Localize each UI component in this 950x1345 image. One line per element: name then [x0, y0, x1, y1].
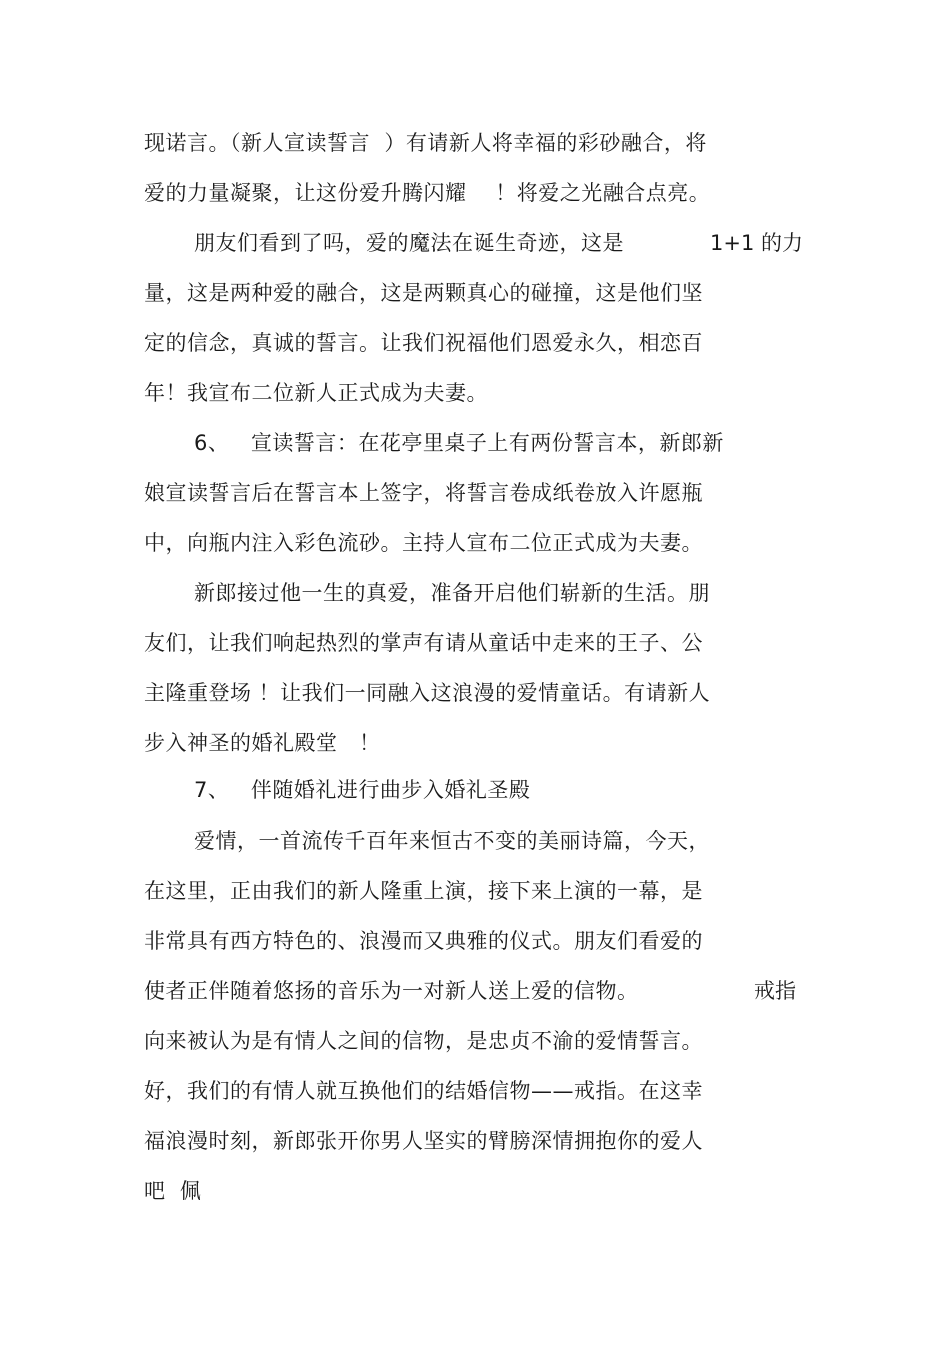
text-line-3: 朋友们看到了吗，爱的魔法在诞生奇迹，这是 [194, 231, 624, 255]
text-line-10: 新郎接过他一生的真爱，准备开启他们崭新的生活。朋 [194, 581, 710, 605]
text-line-18-tail: 戒指 [754, 979, 796, 1003]
text-line-4: 量，这是两种爱的融合，这是两颗真心的碰撞，这是他们坚 [144, 281, 703, 305]
text-line-17: 非常具有西方特色的、浪漫而又典雅的仪式。朋友们看爱的 [144, 929, 703, 953]
text-line-19: 向来被认为是有情人之间的信物，是忠贞不渝的爱情誓言。 [144, 1029, 703, 1053]
text-line-15: 爱情，一首流传千百年来恒古不变的美丽诗篇，今天， [194, 829, 710, 853]
text-line-14: 7、 伴随婚礼进行曲步入婚礼圣殿 [194, 778, 531, 802]
text-line-5: 定的信念，真诚的誓言。让我们祝福他们恩爱永久，相恋百 [144, 331, 703, 355]
text-line-1: 现诺言。（新人宣读誓言 ）有请新人将幸福的彩砂融合，将 [144, 131, 707, 155]
text-line-3-tail: 1+1 的力 [710, 231, 803, 255]
text-line-9: 中，向瓶内注入彩色流砂。主持人宣布二位正式成为夫妻。 [144, 531, 703, 555]
text-line-22: 吧 佩 [144, 1179, 202, 1203]
text-line-2: 爱的力量凝聚，让这份爱升腾闪耀 ！将爱之光融合点亮。 [144, 181, 711, 205]
text-line-21: 福浪漫时刻，新郎张开你男人坚实的臂膀深情拥抱你的爱人 [144, 1129, 703, 1153]
text-line-12: 主隆重登场 ！让我们一同融入这浪漫的爱情童话。有请新人 [144, 681, 711, 705]
text-line-13: 步入神圣的婚礼殿堂 ！ [144, 731, 381, 755]
text-line-20: 好，我们的有情人就互换他们的结婚信物——戒指。在这幸 [144, 1079, 703, 1103]
text-line-6: 年！我宣布二位新人正式成为夫妻。 [144, 381, 488, 405]
text-line-18: 使者正伴随着悠扬的音乐为一对新人送上爱的信物。 [144, 979, 639, 1003]
text-line-16: 在这里，正由我们的新人隆重上演，接下来上演的一幕，是 [144, 879, 703, 903]
text-line-11: 友们，让我们响起热烈的掌声有请从童话中走来的王子、公 [144, 631, 703, 655]
text-line-7: 6、 宣读誓言：在花亭里桌子上有两份誓言本，新郎新 [194, 431, 724, 455]
text-line-8: 娘宣读誓言后在誓言本上签字，将誓言卷成纸卷放入许愿瓶 [144, 481, 703, 505]
